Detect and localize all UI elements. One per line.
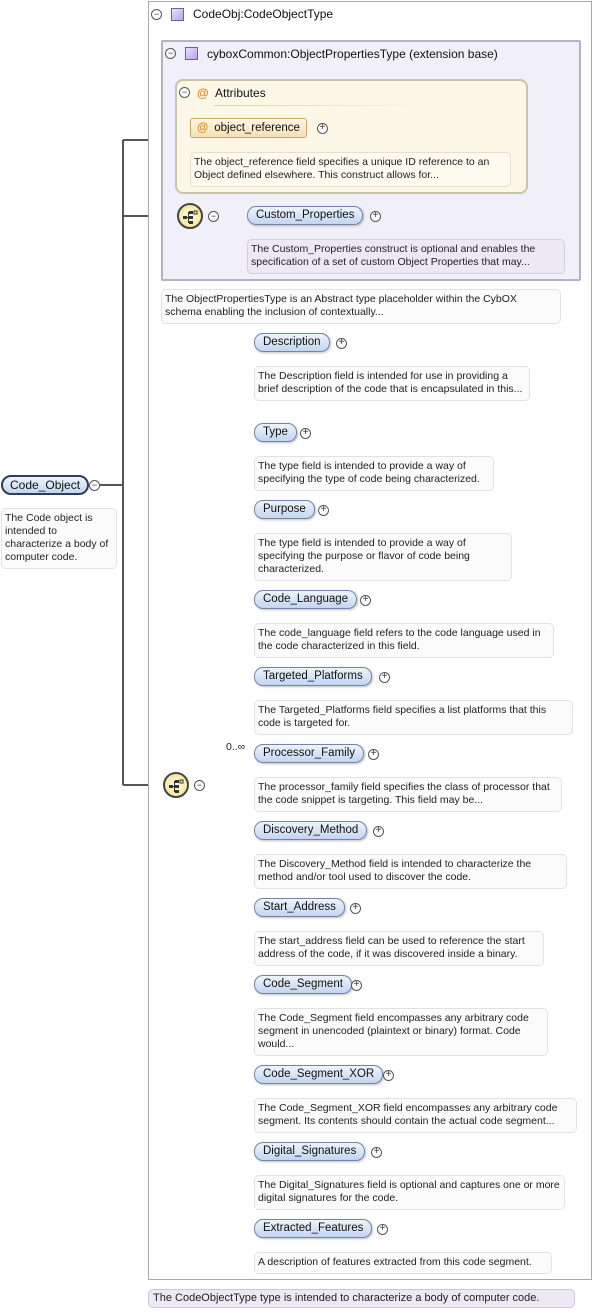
element-code-language-text: The code_language field refers to the code language used in the code characterized in this field. bbox=[254, 623, 554, 658]
expand-icon[interactable]: + bbox=[317, 123, 328, 134]
expand-icon[interactable]: + bbox=[373, 826, 384, 837]
expand-icon[interactable]: + bbox=[371, 1147, 382, 1158]
expand-icon[interactable]: + bbox=[336, 338, 347, 349]
element-description[interactable]: Description bbox=[254, 333, 330, 352]
element-extracted-features[interactable]: Extracted_Features bbox=[254, 1219, 372, 1238]
element-start-address-text: The start_address field can be used to reference the start address of the code, if it was discovered inside a binary. bbox=[254, 931, 544, 966]
attribute-description: The object_reference field specifies a unique ID reference to an Object defined elsewhere. This construct allows for... bbox=[190, 152, 511, 187]
expand-icon[interactable]: + bbox=[377, 1224, 388, 1235]
attribute-at-icon: @ bbox=[197, 86, 209, 100]
sequence-collapse-toggle[interactable]: − bbox=[194, 780, 205, 791]
extension-title: cyboxCommon:ObjectPropertiesType (extension base) bbox=[207, 47, 498, 61]
element-purpose-text: The type field is intended to provide a way of specifying the purpose or flavor of code being characterized. bbox=[254, 533, 512, 581]
element-discovery-method[interactable]: Discovery_Method bbox=[254, 821, 367, 840]
element-targeted-platforms-text: The Targeted_Platforms field specifies a list platforms that this code is targeted for. bbox=[254, 700, 573, 735]
extension-collapse-toggle[interactable]: − bbox=[165, 48, 176, 59]
sequence-compositor-icon[interactable] bbox=[163, 772, 189, 798]
root-description: The Code object is intended to characterize a body of computer code. bbox=[1, 508, 117, 569]
element-custom-properties[interactable]: Custom_Properties bbox=[247, 206, 363, 225]
element-code-segment-text: The Code_Segment field encompasses any arbitrary code segment in unencoded (plaintext or binary) format. Code would... bbox=[254, 1008, 548, 1056]
expand-icon[interactable]: + bbox=[318, 505, 329, 516]
expand-icon[interactable]: + bbox=[360, 595, 371, 606]
type-description: The CodeObjectType type is intended to characterize a body of computer code. bbox=[148, 1289, 575, 1308]
expand-icon[interactable]: + bbox=[379, 672, 390, 683]
root-element-code-object[interactable]: Code_Object bbox=[1, 475, 89, 495]
attributes-divider bbox=[214, 105, 434, 106]
element-targeted-platforms[interactable]: Targeted_Platforms bbox=[254, 667, 372, 686]
expand-icon[interactable]: + bbox=[370, 211, 381, 222]
attribute-object-reference[interactable] bbox=[190, 118, 307, 138]
element-processor-family-text: The processor_family field specifies the class of processor that the code snippet is targeting. This field may be... bbox=[254, 777, 562, 812]
extension-description: The ObjectPropertiesType is an Abstract type placeholder within the CybOX schema enabling the inclusion of contextually... bbox=[161, 289, 561, 324]
type-collapse-toggle[interactable]: − bbox=[151, 9, 162, 20]
element-code-segment[interactable]: Code_Segment bbox=[254, 975, 352, 994]
element-code-segment-xor[interactable]: Code_Segment_XOR bbox=[254, 1065, 383, 1084]
custom-properties-description: The Custom_Properties construct is optional and enables the specification of a set of custom Object Properties that may... bbox=[247, 239, 565, 274]
expand-icon[interactable]: + bbox=[300, 428, 311, 439]
element-purpose[interactable]: Purpose bbox=[254, 500, 315, 519]
element-digital-signatures-text: The Digital_Signatures field is optional and captures one or more digital signatures for the code. bbox=[254, 1175, 565, 1210]
expand-icon[interactable]: + bbox=[383, 1070, 394, 1081]
element-description-text: The Description field is intended for use in providing a brief description of the code that is encapsulated in this... bbox=[254, 366, 530, 401]
element-code-language[interactable]: Code_Language bbox=[254, 590, 357, 609]
sequence-collapse-toggle[interactable]: − bbox=[208, 211, 219, 222]
attributes-title: Attributes bbox=[215, 86, 266, 100]
attributes-collapse-toggle[interactable]: − bbox=[179, 87, 190, 98]
expand-icon[interactable]: + bbox=[351, 980, 362, 991]
element-type[interactable]: Type bbox=[254, 423, 297, 442]
expand-icon[interactable]: + bbox=[350, 903, 361, 914]
element-extracted-features-text: A description of features extracted from this code segment. bbox=[254, 1252, 552, 1274]
expand-icon[interactable]: + bbox=[368, 749, 379, 760]
occurrence-label: 0..∞ bbox=[226, 741, 246, 753]
complex-type-icon bbox=[185, 47, 198, 60]
complex-type-icon bbox=[171, 8, 184, 21]
element-code-segment-xor-text: The Code_Segment_XOR field encompasses any arbitrary code segment. Its contents should contain the actual code segment... bbox=[254, 1098, 577, 1133]
element-digital-signatures[interactable]: Digital_Signatures bbox=[254, 1142, 365, 1161]
type-title: CodeObj:CodeObjectType bbox=[193, 7, 334, 21]
element-processor-family[interactable]: Processor_Family bbox=[254, 744, 364, 763]
element-type-text: The type field is intended to provide a way of specifying the type of code being characterized. bbox=[254, 456, 494, 491]
element-discovery-method-text: The Discovery_Method field is intended to characterize the method and/or tool used to discover the code. bbox=[254, 854, 567, 889]
attribute-at-icon: @ bbox=[197, 122, 209, 134]
sequence-compositor-icon[interactable] bbox=[177, 203, 203, 229]
element-start-address[interactable]: Start_Address bbox=[254, 898, 345, 917]
attribute-label: object_reference bbox=[214, 122, 300, 134]
root-collapse-toggle[interactable]: − bbox=[89, 480, 100, 491]
